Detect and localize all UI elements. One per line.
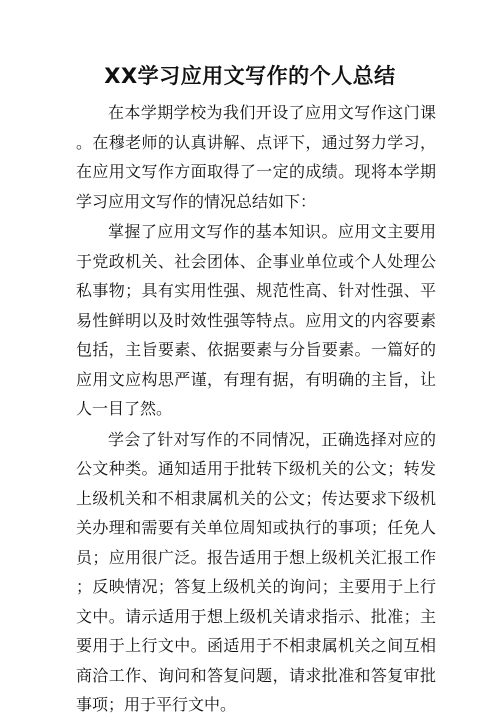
document-body: [76, 98, 436, 720]
paragraph-intro: 在本学期学校为我们开设了应用文写作这门课。在穆老师的认真讲解、点评下，通过努力学习，在应用文写作方面取得了一定的成绩。现将本学期学习应用文写作的情况总结如下：: [76, 103, 436, 211]
paragraph-basic-knowledge: 掌握了应用文写作的基本知识。应用文主要用于党政机关、社会团体、企事业单位或个人处理公私事物；具有实用性强、规范性高、针对性强、平易性鲜明以及时效性强等特点。应用文的内容要素包括，主旨要素、依据要素与分旨要素。一篇好的应用文应构思严谨，有理有据，有明确的主旨，让人一目了然。: [76, 222, 436, 418]
paragraph-document-types: 学会了针对写作的不同情况，正确选择对应的公文种类。通知适用于批转下级机关的公文；转发上级机关和不相隶属机关的公文；传达要求下级机关办理和需要有关单位周知或执行的事项；任免人员；应用很广泛。报告适用于想上级机关汇报工作；反映情况；答复上级机关的询问；主要用于上行文中。请示适用于想上级机关请求指示、批准；主要用于上行文中。函适用于不相隶属机关之间互相商洽工作、询问和答复问题，请求批准和答复审批事项；用于平行文中。: [76, 429, 436, 714]
document-title: XX学习应用文写作的个人总结: [104, 64, 396, 88]
